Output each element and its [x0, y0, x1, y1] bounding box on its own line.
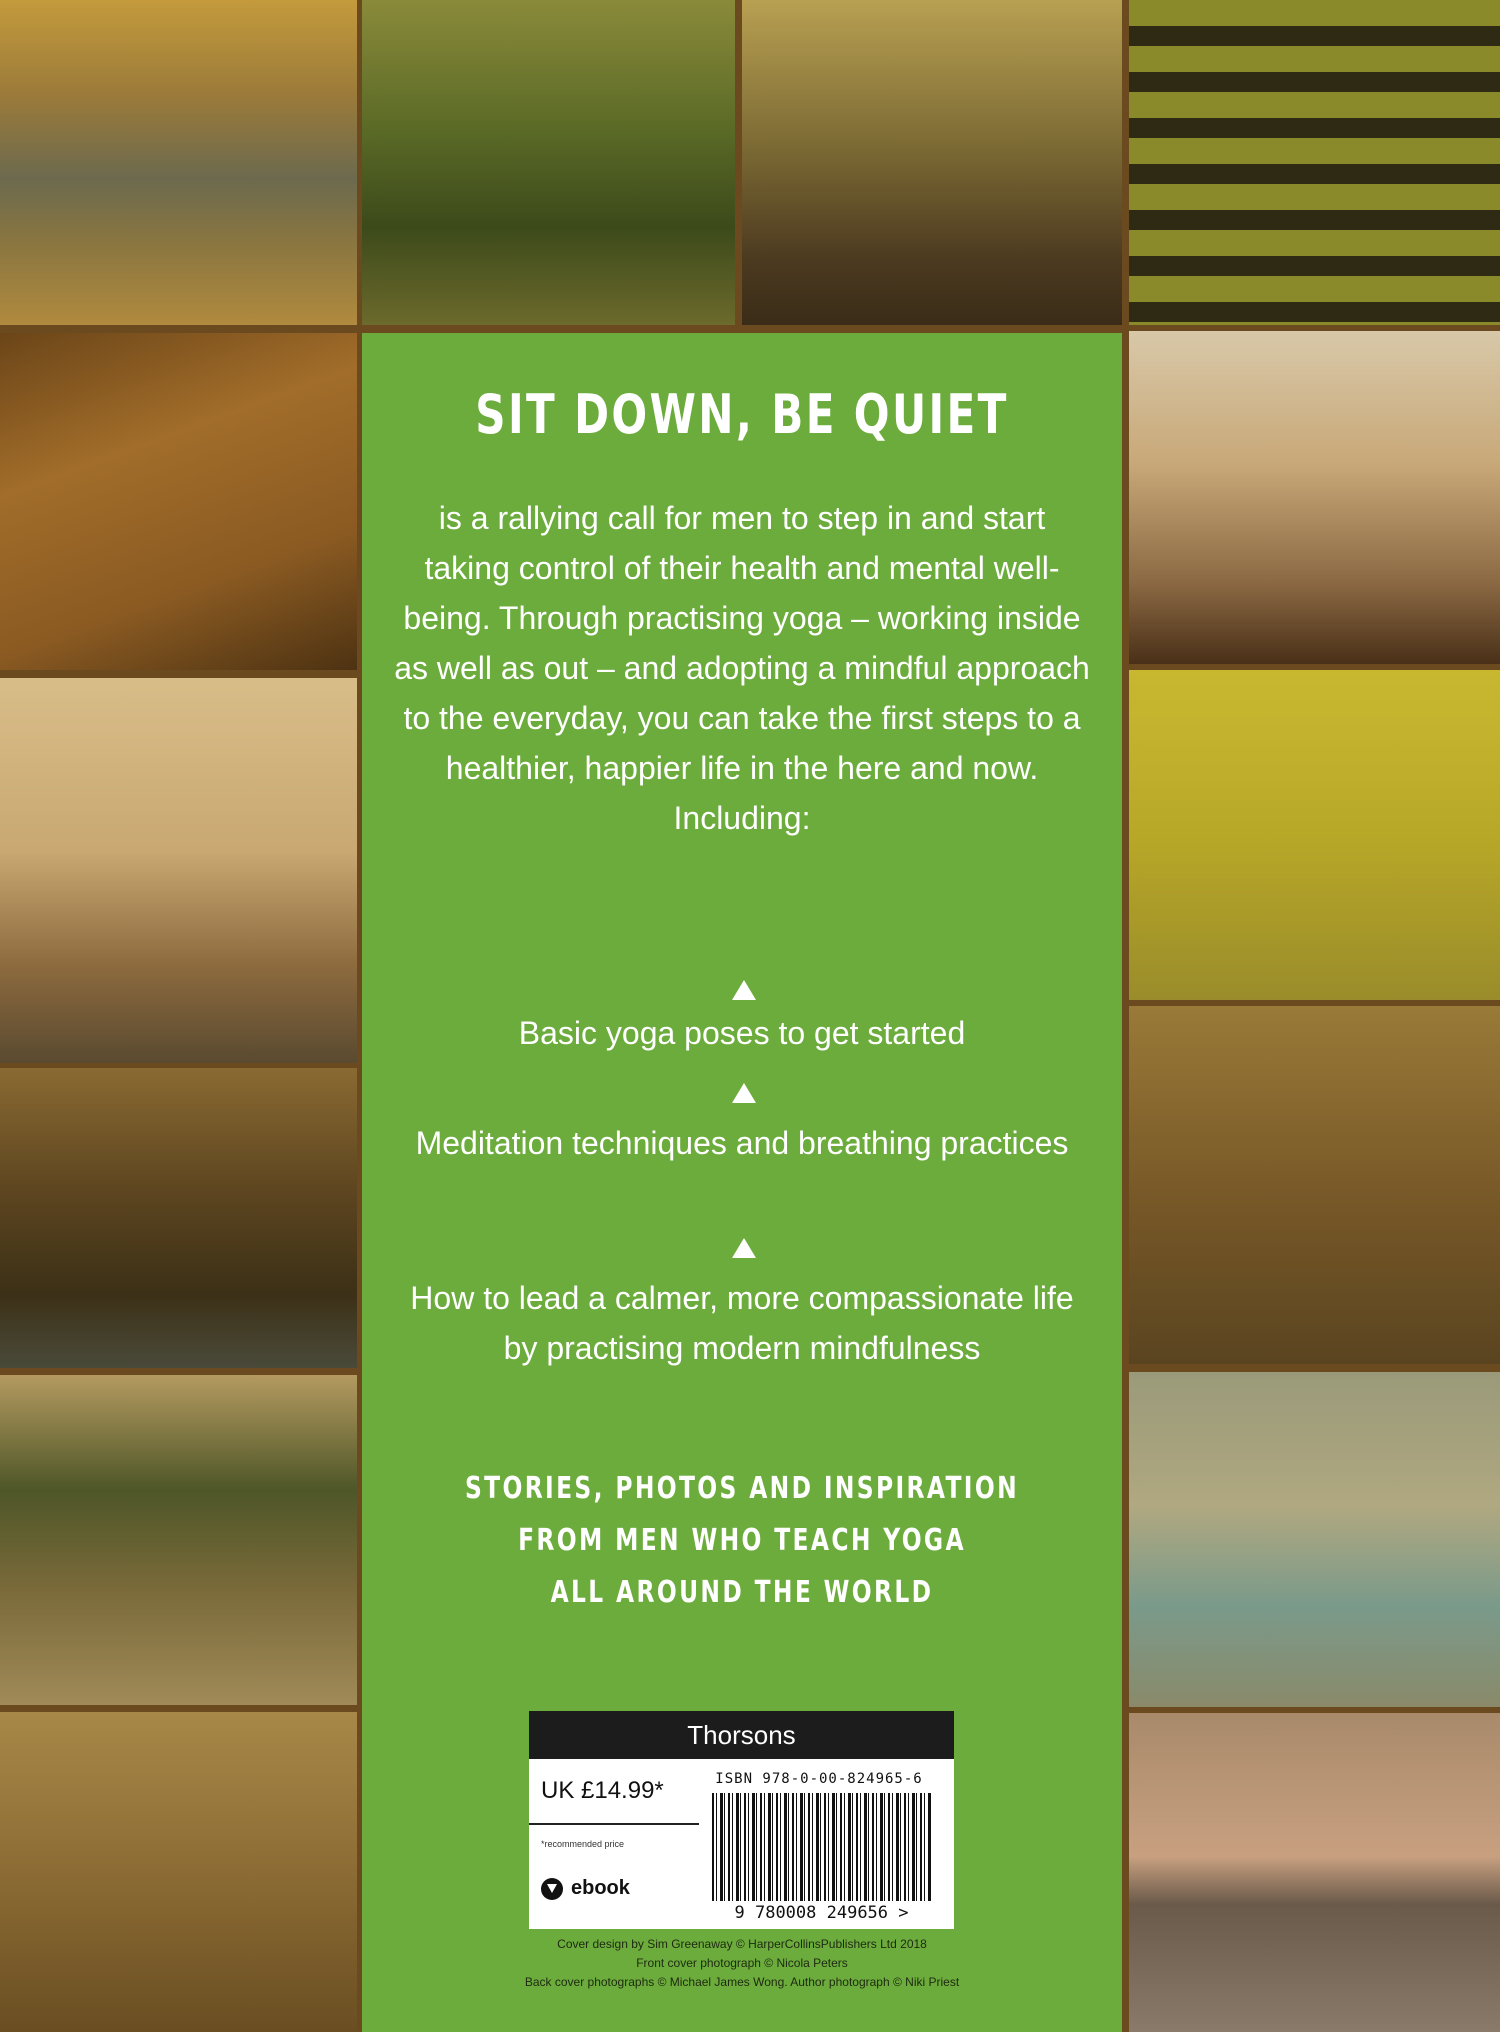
- photo-man-meditating-yellow-room: [1129, 670, 1500, 1000]
- photo-man-sitting-on-steps: [742, 0, 1122, 325]
- ebook-badge: [541, 1877, 630, 1900]
- photo-men-gesturing-in-studio: [0, 1068, 357, 1368]
- isbn: ISBN 978-0-00-824965-6: [715, 1771, 923, 1787]
- rrp-note: *recommended price: [541, 1839, 625, 1849]
- price-barcode-box: [529, 1711, 954, 1929]
- tagline: [446, 1463, 1039, 1619]
- barcode-number: 9 780008 249656 >: [734, 1903, 909, 1923]
- tagline-line: STORIES, PHOTOS AND INSPIRATION: [464, 1471, 1020, 1506]
- tagline-line: ALL AROUND THE WORLD: [550, 1575, 934, 1610]
- price: UK £14.99*: [541, 1777, 664, 1804]
- photo-man-dancer-pose-on-beach: [1129, 1713, 1500, 2032]
- credit-line: Cover design by Sim Greenaway © HarperCollinsPublishers Ltd 2018: [557, 1937, 927, 1951]
- photo-bearded-man-meditating: [1129, 0, 1500, 325]
- photo-man-sitting-on-floor-with-beanie: [0, 333, 357, 670]
- bullet-item: Basic yoga poses to get started: [518, 1015, 966, 1051]
- bullet-item: How to lead a calmer, more compassionate life by practising modern mindfulness: [410, 1280, 1074, 1366]
- photo-man-with-red-costume-character: [1129, 1006, 1500, 1364]
- download-icon: [541, 1878, 563, 1900]
- triangle-bullet-icon: [732, 1238, 756, 1258]
- credit-line: Front cover photograph © Nicola Peters: [636, 1956, 848, 1970]
- photo-smiling-man-seated: [0, 1712, 357, 2032]
- bullet-item: Meditation techniques and breathing practices: [415, 1125, 1069, 1161]
- divider: [529, 1823, 699, 1825]
- ebook-label: ebook: [571, 1877, 630, 1899]
- photo-man-holding-axe: [1129, 331, 1500, 664]
- triangle-bullet-icon: [732, 980, 756, 1000]
- triangle-bullet-icon: [732, 1083, 756, 1103]
- headline: SIT DOWN, BE QUIET: [475, 383, 1009, 446]
- photo-man-squatting-on-court: [1129, 1372, 1500, 1707]
- tagline-line: FROM MEN WHO TEACH YOGA: [518, 1523, 966, 1558]
- photo-man-arm-balance-on-path: [0, 1375, 357, 1705]
- photo-yoga-pose-in-jungle: [362, 0, 735, 325]
- photo-man-crouching-on-ledge-by-water: [0, 0, 357, 325]
- photo-man-handstand-by-palm-trees: [0, 678, 357, 1063]
- green-text-panel: [362, 333, 1122, 2032]
- publisher-label: Thorsons: [529, 1711, 954, 1759]
- intro-paragraph: is a rallying call for men to step in and start taking control of their health and mental well-being. Through practising yoga – working inside as well as out – and adopting a mindful approach to the everyday, you can take the first steps to a healthier, happier life in the here and now. Including:: [394, 500, 1090, 836]
- barcode: [712, 1793, 932, 1901]
- credit-line: Back cover photographs © Michael James Wong. Author photograph © Niki Priest: [524, 1975, 960, 1989]
